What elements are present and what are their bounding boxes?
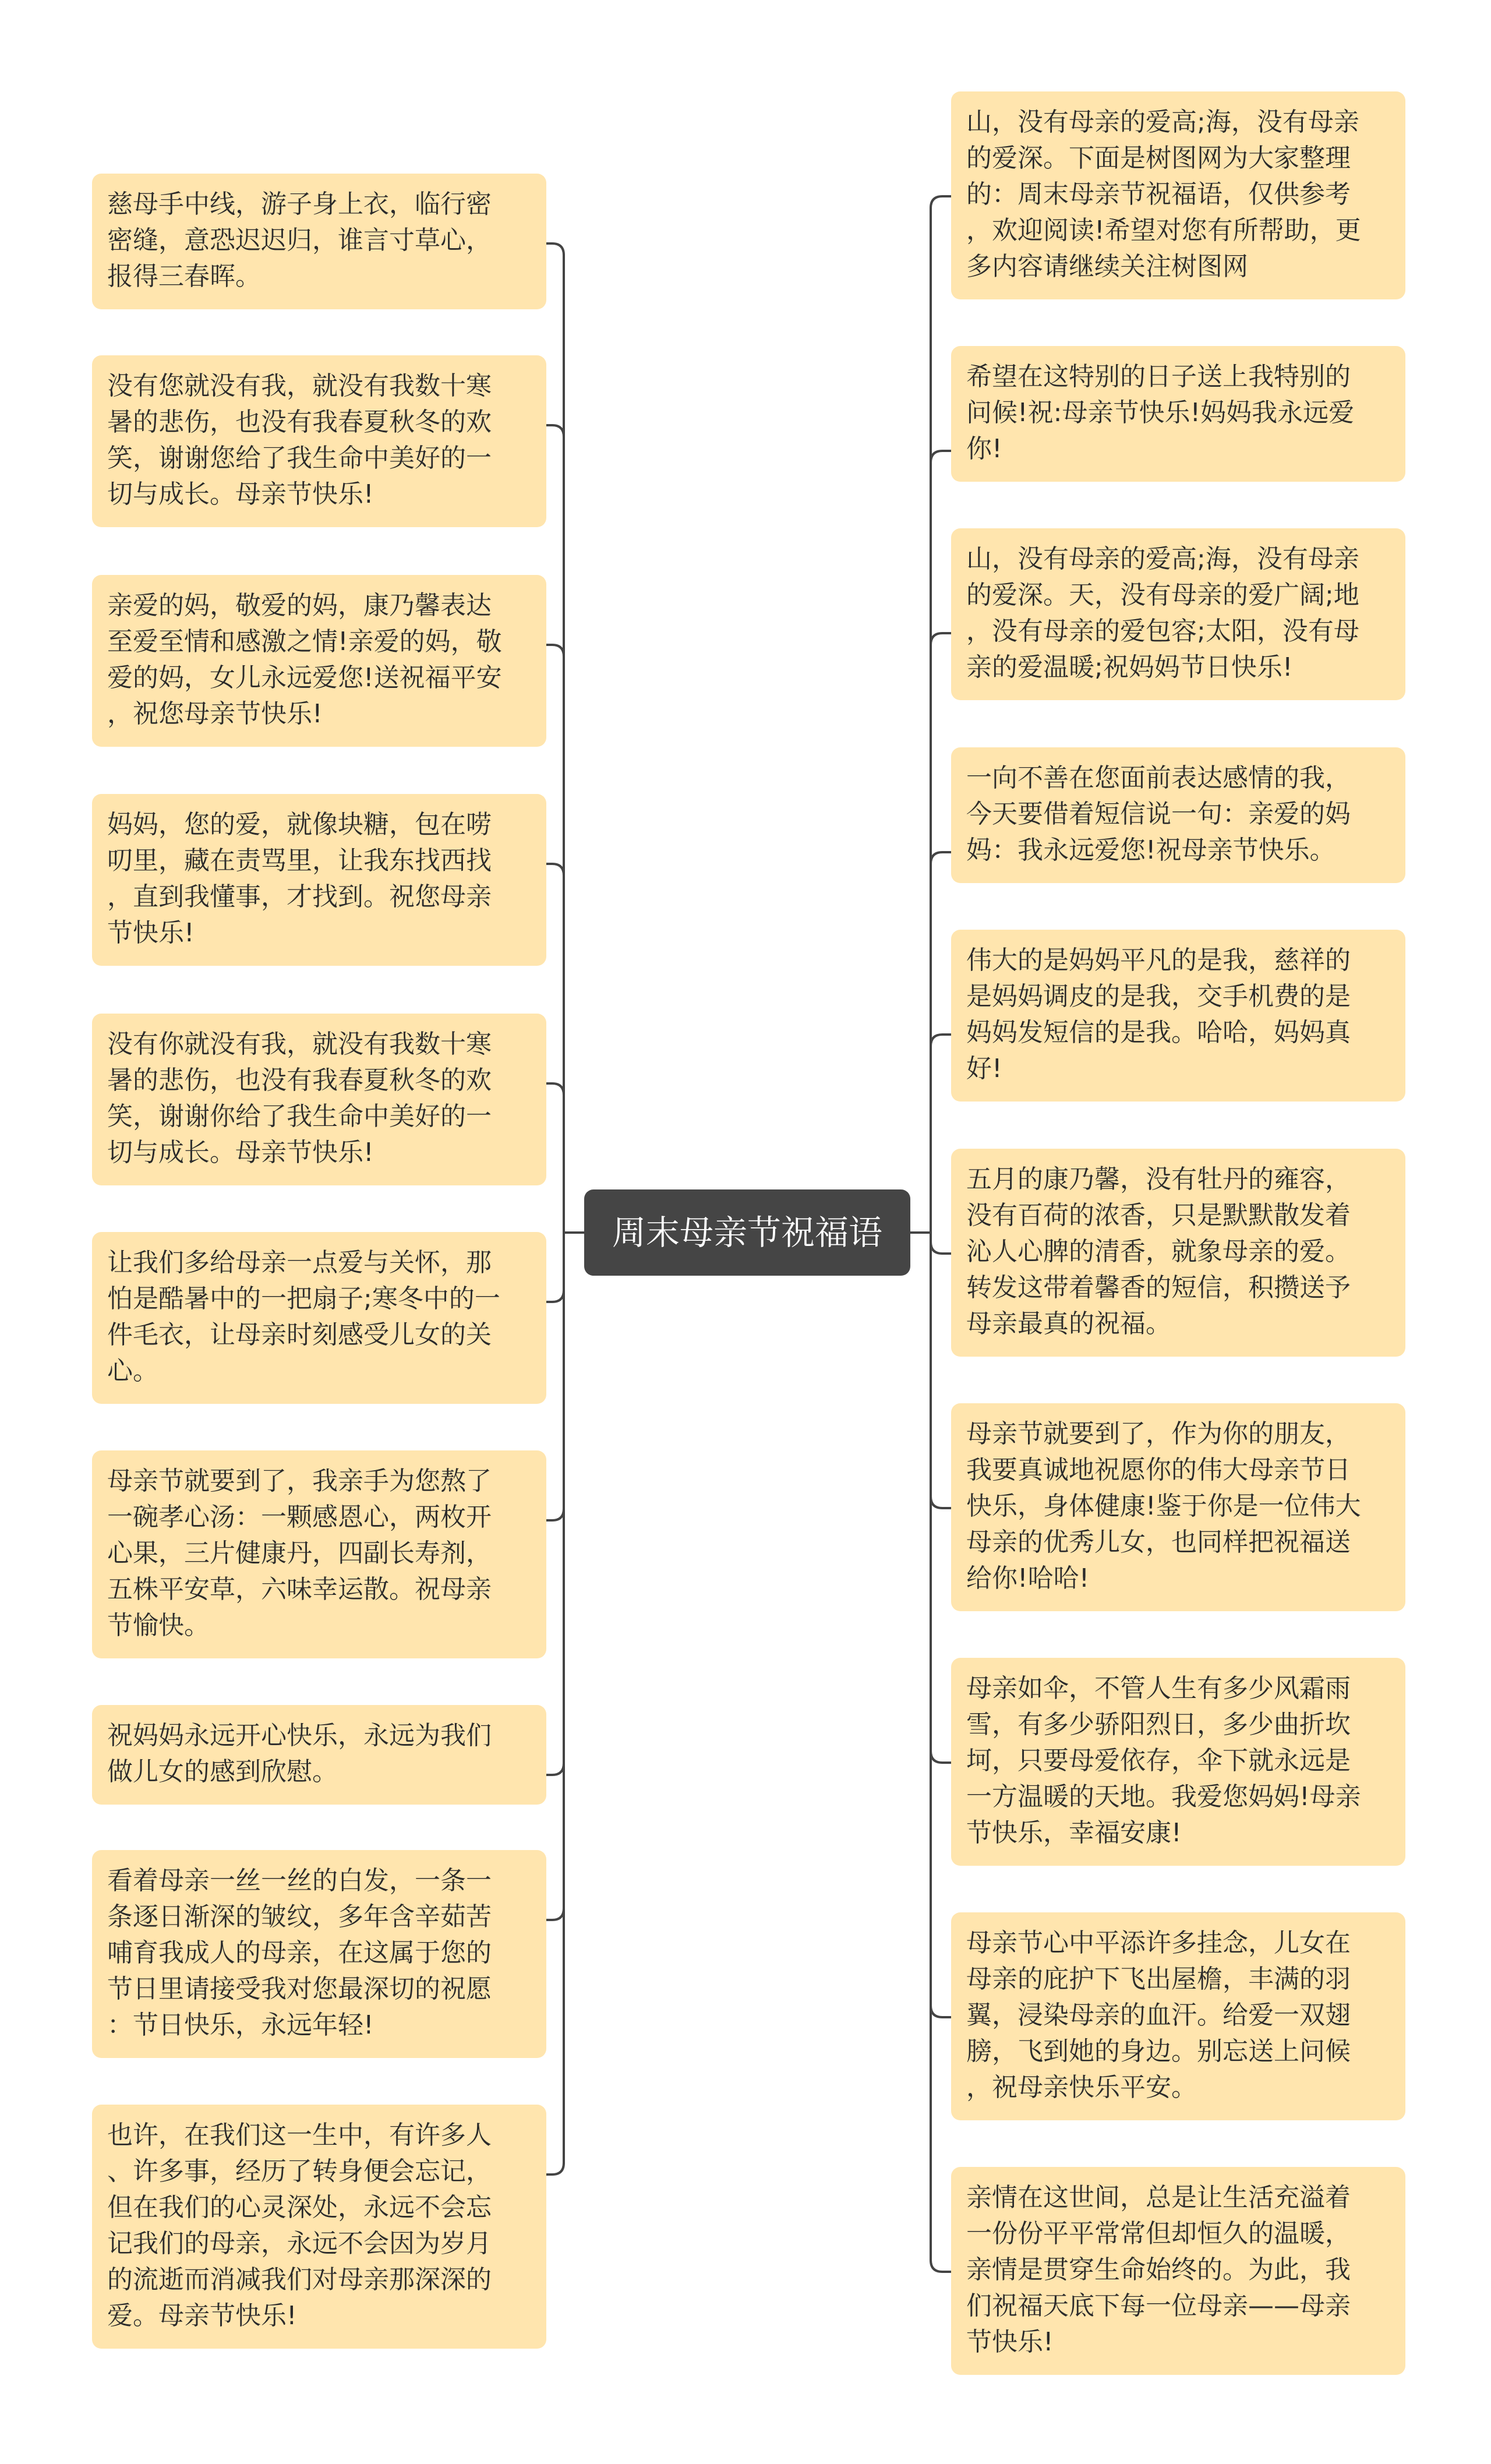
connector-left <box>546 864 564 1233</box>
connector-right <box>931 1233 951 2017</box>
connector-left <box>546 645 564 1233</box>
connector-left <box>546 1083 564 1233</box>
connector-right <box>931 852 951 1233</box>
connector-left <box>546 425 564 1233</box>
connector-left <box>546 1233 564 1920</box>
right-node[interactable]: 母亲节就要到了，作为你的朋友， 我要真诚地祝愿你的伟大母亲节日 快乐，身体健康!鉴于你是一位伟大 母亲的优秀儿女，也同样把祝福送 给你!哈哈! <box>951 1403 1405 1611</box>
connector-right <box>931 451 951 1233</box>
left-node[interactable]: 看着母亲一丝一丝的白发，一条一 条逐日渐深的皱纹，多年含辛茹苦 哺育我成人的母亲，在这属于您的 节日里请接受我对您最深切的祝愿 ：节日快乐，永远年轻! <box>92 1850 546 2058</box>
connector-right <box>931 1035 951 1233</box>
connector-left <box>546 1233 564 1302</box>
connector-left <box>546 1233 564 1520</box>
left-node[interactable]: 妈妈，您的爱，就像块糖，包在唠 叨里，藏在责骂里，让我东找西找 ，直到我懂事，才找到。祝您母亲 节快乐! <box>92 794 546 966</box>
connector-right <box>931 1233 951 1763</box>
connector-right <box>931 1233 951 2272</box>
left-node[interactable]: 没有您就没有我，就没有我数十寒 暑的悲伤，也没有我春夏秋冬的欢 笑，谢谢您给了我生命中美好的一 切与成长。母亲节快乐! <box>92 355 546 527</box>
right-node[interactable]: 山，没有母亲的爱高;海，没有母亲 的爱深。下面是树图网为大家整理 的：周末母亲节祝福语，仅供参考 ，欢迎阅读!希望对您有所帮助，更 多内容请继续关注树图网 <box>951 91 1405 299</box>
left-node[interactable]: 祝妈妈永远开心快乐，永远为我们 做儿女的感到欣慰。 <box>92 1705 546 1805</box>
left-node[interactable]: 让我们多给母亲一点爱与关怀，那 怕是酷暑中的一把扇子;寒冬中的一 件毛衣，让母亲时刻感受儿女的关 心。 <box>92 1232 546 1404</box>
right-node[interactable]: 母亲如伞，不管人生有多少风霜雨 雪，有多少骄阳烈日，多少曲折坎 坷，只要母爱依存，伞下就永远是 一方温暖的天地。我爱您妈妈!母亲 节快乐，幸福安康! <box>951 1658 1405 1866</box>
connector-left <box>546 1233 564 2174</box>
central-topic[interactable]: 周末母亲节祝福语 <box>584 1189 910 1276</box>
left-node[interactable]: 母亲节就要到了，我亲手为您熬了 一碗孝心汤：一颗感恩心，两枚开 心果，三片健康丹，四副长寿剂， 五株平安草，六味幸运散。祝母亲 节愉快。 <box>92 1450 546 1658</box>
connector-right <box>931 1233 951 1508</box>
connector-left <box>546 1233 564 1775</box>
left-node[interactable]: 没有你就没有我，就没有我数十寒 暑的悲伤，也没有我春夏秋冬的欢 笑，谢谢你给了我生命中美好的一 切与成长。母亲节快乐! <box>92 1014 546 1185</box>
right-node[interactable]: 五月的康乃馨，没有牡丹的雍容， 没有百荷的浓香，只是默默散发着 沁人心脾的清香，就象母亲的爱。 转发这带着馨香的短信，积攒送予 母亲最真的祝福。 <box>951 1149 1405 1357</box>
left-node[interactable]: 亲爱的妈，敬爱的妈，康乃馨表达 至爱至情和感激之情!亲爱的妈，敬 爱的妈，女儿永远爱您!送祝福平安 ，祝您母亲节快乐! <box>92 575 546 747</box>
right-node[interactable]: 山，没有母亲的爱高;海，没有母亲 的爱深。天，没有母亲的爱广阔;地 ，没有母亲的爱包容;太阳，没有母 亲的爱温暖;祝妈妈节日快乐! <box>951 528 1405 700</box>
connector-right <box>931 196 951 1233</box>
right-node[interactable]: 伟大的是妈妈平凡的是我，慈祥的 是妈妈调皮的是我，交手机费的是 妈妈发短信的是我。哈哈，妈妈真 好! <box>951 930 1405 1102</box>
right-node[interactable]: 一向不善在您面前表达感情的我， 今天要借着短信说一句：亲爱的妈 妈：我永远爱您!祝母亲节快乐。 <box>951 747 1405 883</box>
right-node[interactable]: 亲情在这世间，总是让生活充溢着 一份份平平常常但却恒久的温暖， 亲情是贯穿生命始终的。为此，我 们祝福天底下每一位母亲——母亲 节快乐! <box>951 2167 1405 2375</box>
right-node[interactable]: 母亲节心中平添许多挂念，儿女在 母亲的庇护下飞出屋檐，丰满的羽 翼，浸染母亲的血汗。给爱一双翅 膀，飞到她的身边。别忘送上问候 ，祝母亲快乐平安。 <box>951 1912 1405 2120</box>
left-node[interactable]: 慈母手中线，游子身上衣，临行密 密缝，意恐迟迟归，谁言寸草心， 报得三春晖。 <box>92 174 546 309</box>
left-node[interactable]: 也许，在我们这一生中，有许多人 、许多事，经历了转身便会忘记， 但在我们的心灵深处，永远不会忘 记我们的母亲，永远不会因为岁月 的流逝而消减我们对母亲那深深的 爱。母亲节快乐! <box>92 2105 546 2349</box>
right-node[interactable]: 希望在这特别的日子送上我特别的 问候!祝:母亲节快乐!妈妈我永远爱 你! <box>951 346 1405 482</box>
connector-right <box>931 633 951 1233</box>
connector-right <box>931 1233 951 1254</box>
